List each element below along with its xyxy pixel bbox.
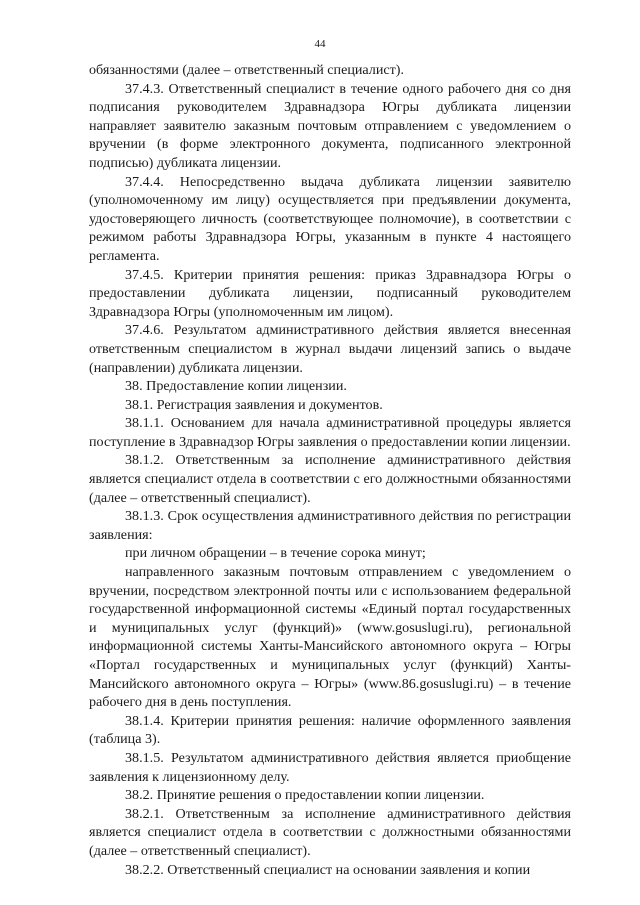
paragraph: 37.4.6. Результатом административного действия является внесенная ответственным специалистом в журнал выдачи лицензий запись о выдаче (направлении) дубликата лицензии. xyxy=(89,322,571,376)
paragraph: при личном обращении – в течение сорока минут; xyxy=(125,545,426,562)
paragraph: 38.2.2. Ответственный специалист на основании заявления и копии xyxy=(125,861,531,878)
paragraph: 38.2.1. Ответственным за исполнение административного действия является специалист отдела в соответствии с должностными обязанностями (далее – ответственный специалист). xyxy=(89,805,571,859)
paragraph: обязанностями (далее – ответственный специалист). xyxy=(89,62,404,78)
paragraph: 38.2. Принятие решения о предоставлении копии лицензии. xyxy=(125,787,485,804)
paragraph: 38.1.4. Критерии принятия решения: наличие оформленного заявления (таблица 3). xyxy=(89,712,571,748)
document-body xyxy=(89,61,571,879)
paragraph: 37.4.4. Непосредственно выдача дубликата лицензии заявителю (уполномоченному им лицу) осуществляется при предъявлении документа, удостоверяющего личность (соответствующее полномочие), в соответствии с режимом работы Здравнадзора Югры, указанным в пункте 4 настоящего регламента. xyxy=(89,173,571,264)
paragraph: 38.1.2. Ответственным за исполнение административного действия является специалист отдела в соответствии с его должностными обязанностями (далее – ответственный специалист). xyxy=(89,452,571,506)
paragraph: 38.1.1. Основанием для начала административной процедуры является поступление в Здравнадзор Югры заявления о предоставлении копии лицензии. xyxy=(89,415,571,450)
paragraph: 38. Предоставление копии лицензии. xyxy=(125,378,347,395)
page-number: 44 xyxy=(314,38,326,50)
paragraph: 38.1. Регистрация заявления и документов. xyxy=(125,396,383,413)
paragraph: 37.4.5. Критерии принятия решения: приказ Здравнадзора Югры о предоставлении дубликата лицензии, подписанный руководителем Здравнадзора Югры (уполномоченным им лицом). xyxy=(89,266,571,320)
paragraph: 38.1.5. Результатом административного действия является приобщение заявления к лицензионному делу. xyxy=(89,749,571,785)
paragraph: 37.4.3. Ответственный специалист в течение одного рабочего дня со дня подписания руководителем Здравнадзора Югры дубликата лицензии направляет заявителю заказным почтовым отправлением с уведомлением о вручении (в форме электронного документа, подписанного электронной подписью) дубликата лицензии. xyxy=(89,80,571,171)
paragraph: 38.1.3. Срок осуществления административного действия по регистрации заявления: xyxy=(89,508,571,543)
paragraph: направленного заказным почтовым отправлением с уведомлением о вручении, посредством электронной почты или с использованием федеральной государственной информационной системы «Единый портал государственных и муниципальных услуг (функций)» (www.gosuslugi.ru), региональной информационной системы Ханты-Мансийского автономного округа – Югры «Портал государственных и муниципальных услуг (функций) Ханты-Мансийского автономного округа – Югры» (www.86.gosuslugi.ru) – в течение рабочего дня в день поступления. xyxy=(89,564,571,711)
